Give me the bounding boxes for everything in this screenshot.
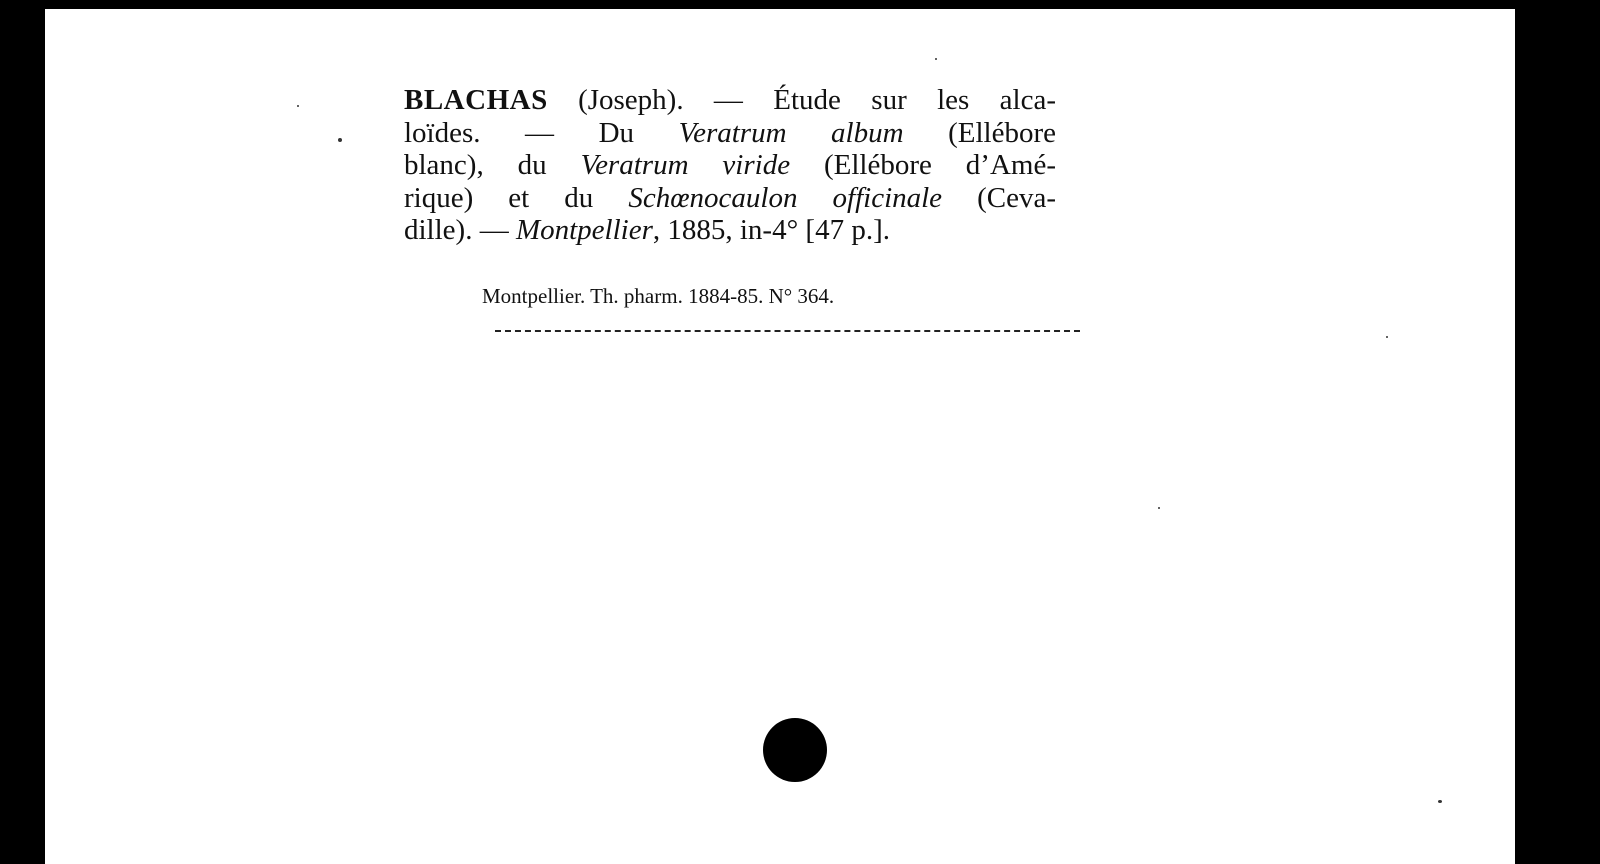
scan-left-border: [0, 0, 45, 864]
species-name: Veratrum viride: [580, 149, 791, 181]
bibliographic-entry: [404, 84, 1056, 247]
scan-right-border: [1515, 0, 1600, 864]
entry-text: rique) et du: [404, 181, 629, 214]
paper-speck: [1386, 336, 1388, 338]
scan-top-border: [0, 0, 1600, 9]
author-given-and-title: (Joseph). — Étude sur les alca-: [547, 84, 1056, 116]
place-of-publication: Montpellier: [515, 214, 653, 246]
entry-line-4: [404, 182, 1056, 215]
entry-text: loïdes. — Du: [404, 116, 679, 149]
paper-speck: [338, 138, 342, 142]
paper-speck: [1158, 507, 1160, 509]
entry-text: (Ceva-: [942, 181, 1057, 214]
entry-line-2: [404, 117, 1056, 150]
paper-speck: [935, 58, 937, 60]
paper-speck: [297, 105, 299, 107]
thesis-note: Montpellier. Th. pharm. 1884-85. N° 364.: [482, 284, 835, 308]
species-name: Schœnocaulon officinale: [628, 181, 943, 214]
separator-rule: [495, 330, 1080, 332]
publication-details: , 1885, in-4° [47 p.].: [652, 214, 891, 246]
entry-text: (Ellébore d’Amé-: [790, 149, 1056, 181]
author-name: BLACHAS: [404, 84, 548, 116]
entry-line-5: [404, 214, 1056, 247]
entry-text: blanc), du: [404, 149, 581, 181]
card-punch-hole: [763, 718, 827, 782]
species-name: Veratrum album: [678, 116, 904, 149]
entry-line-3: [404, 149, 1056, 182]
entry-text: (Ellébore: [903, 116, 1056, 149]
paper-speck: [1438, 800, 1442, 803]
entry-text: dille). —: [404, 214, 516, 246]
entry-line-1: [404, 84, 1056, 117]
